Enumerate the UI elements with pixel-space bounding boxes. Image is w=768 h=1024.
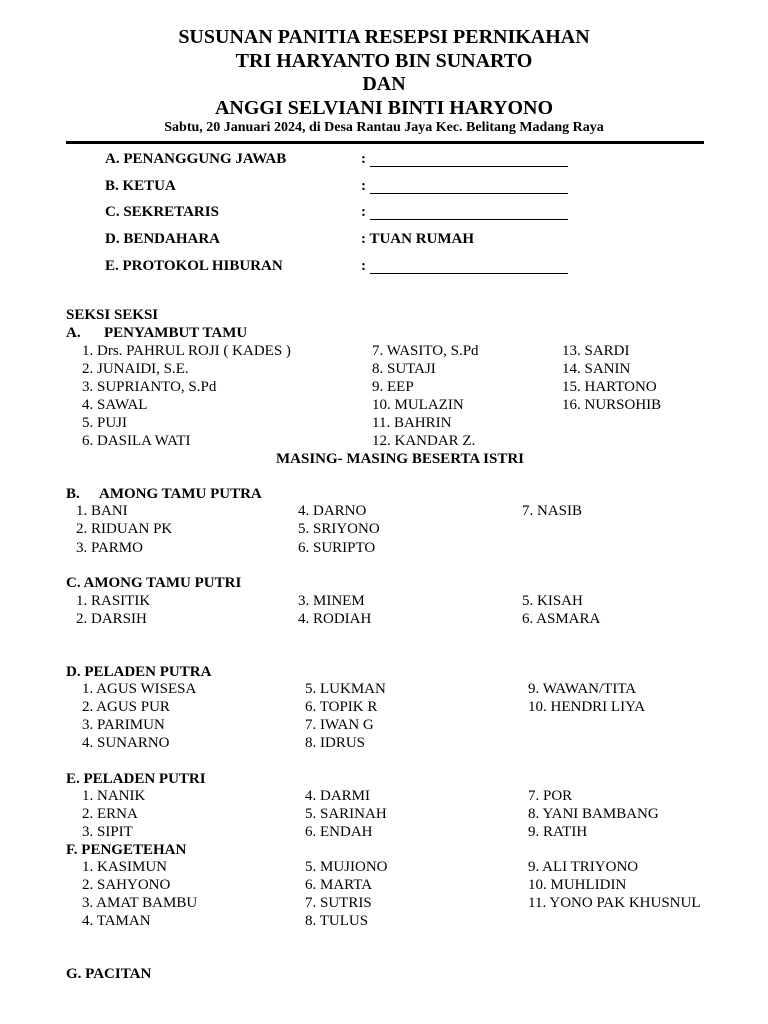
list-item: 7. NASIB — [522, 503, 583, 519]
section-title-pengetehan: F. PENGETEHAN — [66, 842, 187, 858]
list-item: 10. MULAZIN — [372, 397, 464, 413]
list-item: 9. EEP — [372, 379, 414, 395]
section-title-among-putra: AMONG TAMU PUTRA — [99, 486, 262, 502]
section-title-pacitan: G. PACITAN — [66, 966, 152, 982]
doc-title-line4: ANGGI SELVIANI BINTI HARYONO — [214, 97, 554, 119]
doc-title-line2: TRI HARYANTO BIN SUNARTO — [235, 50, 533, 72]
list-item: 2. AGUS PUR — [82, 699, 170, 715]
list-item: 4. RODIAH — [298, 611, 372, 627]
section-title-peladen-putri: E. PELADEN PUTRI — [66, 771, 206, 787]
list-item: 9. ALI TRIYONO — [528, 859, 639, 875]
section-letter: A. — [66, 325, 81, 341]
role-value: : — [361, 151, 366, 167]
list-item: 2. DARSIH — [76, 611, 147, 627]
list-item: 11. YONO PAK KHUSNUL — [528, 895, 701, 911]
list-item: 5. PUJI — [82, 415, 128, 431]
list-item: 10. MUHLIDIN — [528, 877, 627, 893]
role-blank-line — [370, 219, 568, 220]
section-title-peladen-putra: D. PELADEN PUTRA — [66, 664, 212, 680]
list-item: 6. MARTA — [305, 877, 373, 893]
list-item: 1. KASIMUN — [82, 859, 168, 875]
list-item: 3. PARIMUN — [82, 717, 165, 733]
list-item: 5. LUKMAN — [305, 681, 386, 697]
role-label: D. BENDAHARA — [105, 231, 221, 247]
list-item: 5. SARINAH — [305, 806, 387, 822]
list-item: 7. WASITO, S.Pd — [372, 343, 479, 359]
list-item: 16. NURSOHIB — [562, 397, 662, 413]
list-item: 2. JUNAIDI, S.E. — [82, 361, 189, 377]
list-item: 1. BANI — [76, 503, 128, 519]
list-item: 4. DARMI — [305, 788, 371, 804]
role-blank-line — [370, 193, 568, 194]
list-item: 6. TOPIK R — [305, 699, 378, 715]
role-value: : TUAN RUMAH — [361, 231, 475, 247]
list-item: 7. SUTRIS — [305, 895, 372, 911]
seksi-title: SEKSI SEKSI — [66, 307, 159, 323]
list-item: 10. HENDRI LIYA — [528, 699, 646, 715]
section-title-among-putri: C. AMONG TAMU PUTRI — [66, 575, 242, 591]
list-item: 6. ENDAH — [305, 824, 373, 840]
role-value: : — [361, 178, 366, 194]
doc-subtitle: Sabtu, 20 Januari 2024, di Desa Rantau Jaya Kec. Belitang Madang Raya — [164, 120, 604, 135]
list-item: 14. SANIN — [562, 361, 631, 377]
section-letter: B. — [66, 486, 80, 502]
list-item: 3. SUPRIANTO, S.Pd — [82, 379, 217, 395]
list-item: 4. DARNO — [298, 503, 367, 519]
list-item: 6. SURIPTO — [298, 540, 376, 556]
list-item: 9. WAWAN/TITA — [528, 681, 637, 697]
list-item: 6. ASMARA — [522, 611, 601, 627]
list-item: 3. AMAT BAMBU — [82, 895, 198, 911]
list-item: 4. SUNARNO — [82, 735, 170, 751]
list-item: 5. KISAH — [522, 593, 583, 609]
role-blank-line — [370, 273, 568, 274]
list-item: 11. BAHRIN — [372, 415, 452, 431]
list-item: 1. NANIK — [82, 788, 146, 804]
role-label: E. PROTOKOL HIBURAN — [105, 258, 283, 274]
list-item: 1. AGUS WISESA — [82, 681, 197, 697]
role-value: : — [361, 258, 366, 274]
list-item: 8. YANI BAMBANG — [528, 806, 659, 822]
list-item: 3. SIPIT — [82, 824, 133, 840]
list-item: 1. Drs. PAHRUL ROJI ( KADES ) — [82, 343, 291, 359]
list-item: 5. SRIYONO — [298, 521, 380, 537]
header-rule — [66, 141, 704, 144]
role-blank-line — [370, 166, 568, 167]
list-item: 12. KANDAR Z. — [372, 433, 476, 449]
list-item: 7. IWAN G — [305, 717, 374, 733]
role-label: A. PENANGGUNG JAWAB — [105, 151, 287, 167]
section-title-penyambut: PENYAMBUT TAMU — [104, 325, 248, 341]
list-item: 7. POR — [528, 788, 573, 804]
list-item: 8. TULUS — [305, 913, 369, 929]
list-item: 1. RASITIK — [76, 593, 151, 609]
list-item: 3. MINEM — [298, 593, 365, 609]
list-item: 2. SAHYONO — [82, 877, 171, 893]
list-item: 2. ERNA — [82, 806, 138, 822]
list-item: 3. PARMO — [76, 540, 143, 556]
list-item: 4. SAWAL — [82, 397, 148, 413]
role-label: B. KETUA — [105, 178, 176, 194]
list-item: 6. DASILA WATI — [82, 433, 191, 449]
list-item: 8. IDRUS — [305, 735, 366, 751]
list-item: 8. SUTAJI — [372, 361, 436, 377]
list-item: 9. RATIH — [528, 824, 588, 840]
list-item: 2. RIDUAN PK — [76, 521, 173, 537]
list-item: 15. HARTONO — [562, 379, 657, 395]
role-value: : — [361, 204, 366, 220]
list-item: 5. MUJIONO — [305, 859, 388, 875]
list-item: 13. SARDI — [562, 343, 630, 359]
list-item: 4. TAMAN — [82, 913, 151, 929]
role-label: C. SEKRETARIS — [105, 204, 219, 220]
doc-title-line1: SUSUNAN PANITIA RESEPSI PERNIKAHAN — [178, 26, 590, 48]
doc-title-line3: DAN — [362, 73, 406, 95]
penyambut-note: MASING- MASING BESERTA ISTRI — [276, 451, 524, 467]
